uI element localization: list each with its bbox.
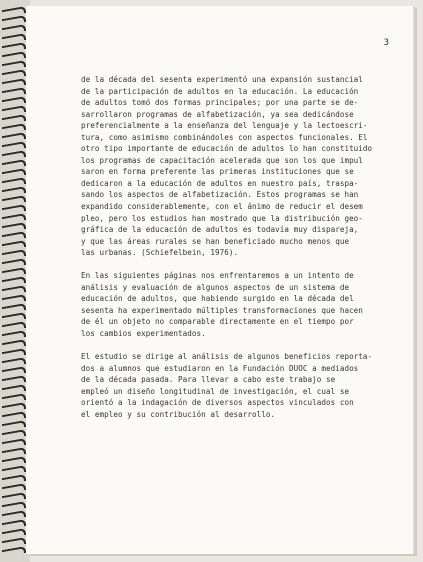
text-line: de la década del sesenta experimentó una expansión sustancial [81, 75, 363, 84]
page-number: 3 [383, 38, 389, 48]
text-line: de él un objeto no comparable directamente en el tiempo por [81, 317, 354, 327]
text-line: El estudio se dirige al análisis de algunos beneficios reporta- [81, 352, 373, 362]
body-text [81, 74, 396, 420]
text-line: y que las áreas rurales se han beneficiado mucho menos que [81, 236, 350, 246]
text-line: análisis y evaluación de algunos aspectos de un sistema de [81, 282, 350, 292]
text-line: preferencialmente a la enseñanza del lenguaje y la lectoescri- [81, 121, 368, 131]
text-line: de la participación de adultos en la educación. La educación [81, 86, 359, 96]
text-line: sarrollaron programas de alfabetización, ya sea dedicándose [81, 109, 354, 119]
text-line: los programas de capacitación acelerada que son los que impul [81, 155, 363, 165]
text-line: de adultos tomó dos formas principales; por una parte se de- [81, 98, 359, 108]
text-line: dos a alumnos que estudiaron en la Fundación DUOC a mediados [81, 363, 359, 373]
text-line: tura, como asimismo combinándoles con aspectos funcionales. El [81, 132, 368, 142]
text-line: En las siguientes páginas nos enfrentaremos a un intento de [81, 271, 354, 281]
text-line: de la década pasada. Para llevar a cabo este trabajo se [81, 375, 336, 385]
text-line: pleo, pero los estudios han mostrado que la distribución geo- [81, 213, 363, 223]
paragraph-1 [81, 74, 396, 259]
text-line: dedicaron a la educación de adultos en nuestro país, traspa- [81, 178, 359, 188]
paragraph-3 [81, 351, 396, 420]
text-line: expandido considerablemente, con el ánimo de reducir el desem [81, 202, 363, 212]
text-line: empleó un diseño longitudinal de investigación, el cual se [81, 386, 350, 396]
text-line: otro tipo importante de educación de adultos lo han constituido [81, 144, 373, 154]
binding-coil [2, 546, 26, 557]
text-line: gráfica de la educación de adultos es todavía muy dispareja, [81, 225, 359, 235]
document-page [26, 6, 413, 554]
paragraph-2 [81, 270, 396, 339]
text-line: orientó a la indagación de diversos aspectos vinculados con [81, 398, 354, 408]
text-line: el empleo y su contribución al desarrollo. [81, 409, 276, 419]
text-line: los cambios experimentados. [81, 328, 206, 338]
text-line: las urbanas. (Schiefelbein, 1976). [81, 248, 239, 258]
text-line: sesenta ha experimentado múltiples transformaciones que hacen [81, 305, 363, 315]
text-line: educación de adultos, que habiendo surgido en la década del [81, 294, 354, 304]
text-line: sando los aspectos de alfabetización. Estos programas se han [81, 190, 359, 200]
text-line: saron en forma preferente las primeras instituciones que se [81, 167, 354, 177]
